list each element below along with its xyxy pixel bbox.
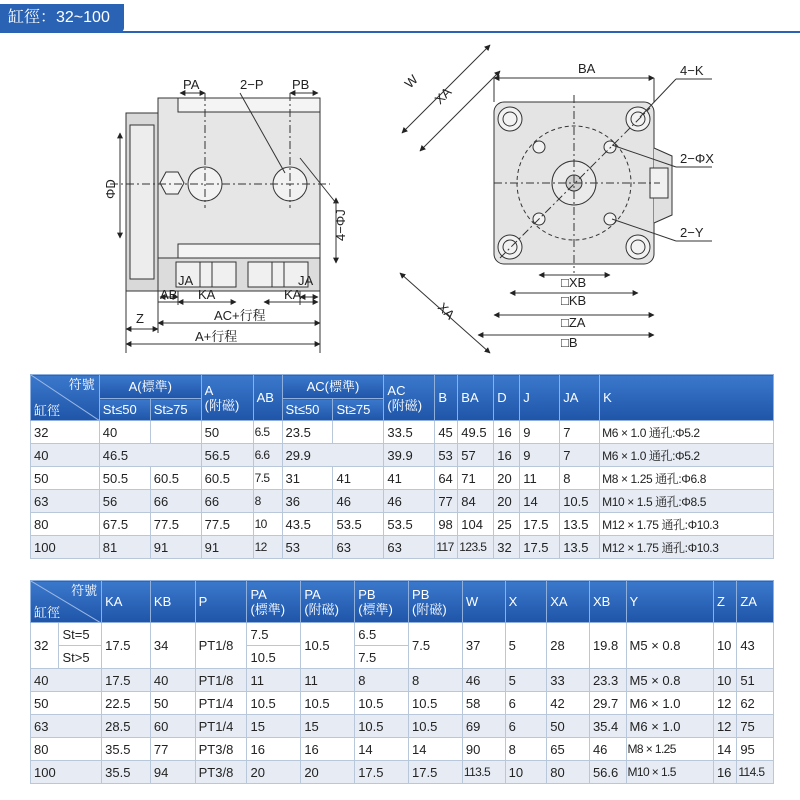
cell-ja: 10.5 (560, 490, 600, 513)
cell-za: 95 (737, 738, 774, 761)
label-pb: PB (292, 77, 310, 92)
cell-d: 20 (494, 467, 520, 490)
label-za: □ZA (561, 315, 586, 330)
cell-pb-mag: 10.5 (409, 715, 463, 738)
cell-ab: 7.5 (253, 467, 282, 490)
label-2-y: 2−Y (680, 225, 704, 240)
label-ja-right: JA (298, 273, 314, 288)
cell-ab: 6.6 (253, 444, 282, 467)
cell-kb: 77 (150, 738, 195, 761)
cell-a2: 66 (150, 490, 201, 513)
cell-d: 25 (494, 513, 520, 536)
cell-kb: 94 (150, 761, 195, 784)
cell-a1: 40 (99, 421, 150, 444)
cell-bore: 32 (31, 623, 59, 669)
cell-pa-std: 20 (247, 761, 301, 784)
cell-ba: 71 (458, 467, 494, 490)
cell-ja: 7 (560, 421, 600, 444)
cell-z: 12 (713, 692, 736, 715)
cell-j: 17.5 (520, 536, 560, 559)
cell-ac-mag: 33.5 (384, 421, 435, 444)
cell-ac-mag: 46 (384, 490, 435, 513)
cell-xa: 28 (547, 623, 590, 669)
cell-xa: 42 (547, 692, 590, 715)
cell-y: M10 × 1.5 (626, 761, 713, 784)
label-xa-top: XA (431, 84, 455, 108)
dimension-drawing (0, 33, 800, 373)
cell-xb: 46 (589, 738, 626, 761)
cell-w: 37 (462, 623, 505, 669)
cell-d: 20 (494, 490, 520, 513)
cell-pb-mag: 8 (409, 669, 463, 692)
cell-za: 51 (737, 669, 774, 692)
header-a-mag: A (附磁) (201, 375, 253, 421)
cell-ka: 35.5 (102, 738, 151, 761)
cell-k: M6 × 1.0 通孔:Φ5.2 (600, 444, 774, 467)
cell-w: 58 (462, 692, 505, 715)
cell-w: 90 (462, 738, 505, 761)
cell-j: 11 (520, 467, 560, 490)
table-row (31, 513, 774, 536)
header2-x: X (505, 581, 547, 623)
table-row (31, 761, 774, 784)
cell-ka: 28.5 (102, 715, 151, 738)
cell-ac2 (333, 421, 384, 444)
label-ka-right: KA (284, 287, 302, 302)
cell-ac2: 41 (333, 467, 384, 490)
cell-ka: 35.5 (102, 761, 151, 784)
header2-y: Y (626, 581, 713, 623)
cell-k: M12 × 1.75 通孔:Φ10.3 (600, 513, 774, 536)
header2-xa: XA (547, 581, 590, 623)
cell-p: PT1/4 (195, 692, 247, 715)
cell-pa-mag: 11 (301, 669, 355, 692)
cell-k: M12 × 1.75 通孔:Φ10.3 (600, 536, 774, 559)
table-row (31, 421, 774, 444)
header2-kb: KB (150, 581, 195, 623)
cell-z: 10 (713, 623, 736, 669)
cell-za: 114.5 (737, 761, 774, 784)
cell-ba: 84 (458, 490, 494, 513)
cell-xb: 29.7 (589, 692, 626, 715)
cell-y: M5 × 0.8 (626, 623, 713, 669)
header-symbol: 符號 (68, 377, 95, 392)
cell-xb: 23.3 (589, 669, 626, 692)
label-w: W (401, 71, 421, 92)
cell-b: 117 (435, 536, 458, 559)
header-d: D (494, 375, 520, 421)
cell-pa-mag: 15 (301, 715, 355, 738)
cell-ac-mag: 63 (384, 536, 435, 559)
cell-w: 46 (462, 669, 505, 692)
cell-ac1: 43.5 (282, 513, 333, 536)
cell-ac-mag: 41 (384, 467, 435, 490)
cell-a-mag: 66 (201, 490, 253, 513)
table-row (31, 623, 774, 646)
cell-ab: 6.5 (253, 421, 282, 444)
cell-stroke-1: St=5 (59, 623, 102, 646)
cell-pa-std: 10.5 (247, 692, 301, 715)
cell-ac1: 31 (282, 467, 333, 490)
cell-ka: 17.5 (102, 669, 151, 692)
cell-bore: 80 (31, 513, 100, 536)
label-2-phi-x: 2−ΦX (680, 151, 714, 166)
cell-a1: 81 (99, 536, 150, 559)
cell-ac1: 29.9 (282, 444, 384, 467)
cell-x: 6 (505, 715, 547, 738)
cell-bore: 100 (31, 761, 102, 784)
header-bore: 缸徑 (34, 403, 61, 418)
cell-za: 62 (737, 692, 774, 715)
table-row (31, 669, 774, 692)
cell-p: PT1/8 (195, 669, 247, 692)
cell-pb-std: 6.5 (355, 623, 409, 646)
cell-stroke-2: St>5 (59, 646, 102, 669)
cell-pb-mag: 7.5 (409, 623, 463, 669)
cell-w: 69 (462, 715, 505, 738)
header2-corner (31, 581, 102, 623)
label-b: □B (561, 335, 578, 350)
cell-pb-mag: 10.5 (409, 692, 463, 715)
cell-a2: 60.5 (150, 467, 201, 490)
cell-za: 43 (737, 623, 774, 669)
header-ba: BA (458, 375, 494, 421)
cell-a1: 46.5 (99, 444, 201, 467)
cell-pa-std: 15 (247, 715, 301, 738)
cell-kb: 40 (150, 669, 195, 692)
cell-pa-std: 11 (247, 669, 301, 692)
cell-pa-std: 10.5 (247, 646, 301, 669)
cell-xa: 50 (547, 715, 590, 738)
label-xa-bottom: XA (434, 299, 458, 323)
cell-b: 98 (435, 513, 458, 536)
cell-bore: 50 (31, 467, 100, 490)
label-z: Z (136, 311, 144, 326)
header-b: B (435, 375, 458, 421)
cell-bore: 40 (31, 444, 100, 467)
header-a: A(標準) (99, 375, 201, 399)
cell-k: M6 × 1.0 通孔:Φ5.2 (600, 421, 774, 444)
cell-x: 6 (505, 692, 547, 715)
cell-x: 5 (505, 669, 547, 692)
cell-pa-mag: 16 (301, 738, 355, 761)
cell-a2: 91 (150, 536, 201, 559)
header-ac-st-le: St≤50 (282, 399, 333, 421)
header-a-st-le: St≤50 (99, 399, 150, 421)
label-4-phi-j: 4−ΦJ (333, 209, 348, 241)
label-ka-left: KA (198, 287, 216, 302)
cell-pb-std: 7.5 (355, 646, 409, 669)
cell-ja: 13.5 (560, 536, 600, 559)
cell-bore: 40 (31, 669, 102, 692)
cell-ka: 22.5 (102, 692, 151, 715)
page-title: 缸徑：32~100 (0, 4, 124, 32)
header2-ka: KA (102, 581, 151, 623)
header2-pa-mag: PA (附磁) (301, 581, 355, 623)
label-2p: 2−P (240, 77, 264, 92)
cell-kb: 34 (150, 623, 195, 669)
cell-b: 53 (435, 444, 458, 467)
cell-j: 14 (520, 490, 560, 513)
header2-pa-std: PA (標準) (247, 581, 301, 623)
cell-ac2: 63 (333, 536, 384, 559)
spec-table-1 (30, 374, 774, 559)
cell-pa-mag: 20 (301, 761, 355, 784)
cell-ja: 13.5 (560, 513, 600, 536)
cell-bore: 63 (31, 490, 100, 513)
label-4-k: 4−K (680, 63, 704, 78)
header2-za: ZA (737, 581, 774, 623)
cell-xb: 56.6 (589, 761, 626, 784)
cell-xa: 65 (547, 738, 590, 761)
header2-bore: 缸徑 (34, 605, 61, 620)
cell-z: 14 (713, 738, 736, 761)
cell-pa-std: 16 (247, 738, 301, 761)
table-row (31, 444, 774, 467)
cell-pb-std: 10.5 (355, 715, 409, 738)
cell-bore: 32 (31, 421, 100, 444)
table-row (31, 490, 774, 513)
cell-pb-std: 17.5 (355, 761, 409, 784)
header2-xb: XB (589, 581, 626, 623)
cell-p: PT3/8 (195, 738, 247, 761)
cell-pb-std: 8 (355, 669, 409, 692)
cell-ja: 7 (560, 444, 600, 467)
cell-xa: 80 (547, 761, 590, 784)
cell-y: M6 × 1.0 (626, 692, 713, 715)
header2-z: Z (713, 581, 736, 623)
cell-a-mag: 56.5 (201, 444, 253, 467)
cell-p: PT1/8 (195, 623, 247, 669)
header-ac-mag: AC (附磁) (384, 375, 435, 421)
label-phi-d: ΦD (103, 179, 118, 199)
cell-j: 9 (520, 421, 560, 444)
cell-ab: 8 (253, 490, 282, 513)
cell-y: M6 × 1.0 (626, 715, 713, 738)
cell-za: 75 (737, 715, 774, 738)
header-k: K (600, 375, 774, 421)
cell-z: 12 (713, 715, 736, 738)
header-ja: JA (560, 375, 600, 421)
cell-xb: 35.4 (589, 715, 626, 738)
cell-y: M5 × 0.8 (626, 669, 713, 692)
label-ac-stroke: AC+行程 (214, 308, 266, 323)
label-pa: PA (183, 77, 200, 92)
header-ac-st-ge: St≥75 (333, 399, 384, 421)
cell-a2 (150, 421, 201, 444)
cell-ac2: 53.5 (333, 513, 384, 536)
cell-ab: 10 (253, 513, 282, 536)
cell-z: 10 (713, 669, 736, 692)
cell-p: PT1/4 (195, 715, 247, 738)
cell-d: 32 (494, 536, 520, 559)
spec-table-2 (30, 580, 774, 784)
cell-ka: 17.5 (102, 623, 151, 669)
cell-w: 113.5 (462, 761, 505, 784)
table-row (31, 715, 774, 738)
header2-pb-mag: PB (附磁) (409, 581, 463, 623)
cell-xa: 33 (547, 669, 590, 692)
cell-ba: 104 (458, 513, 494, 536)
label-xb: □XB (561, 275, 587, 290)
cell-a-mag: 91 (201, 536, 253, 559)
cell-pa-std: 7.5 (247, 623, 301, 646)
header2-pb-std: PB (標準) (355, 581, 409, 623)
cell-x: 8 (505, 738, 547, 761)
cell-j: 17.5 (520, 513, 560, 536)
cell-pb-std: 10.5 (355, 692, 409, 715)
cell-pb-mag: 17.5 (409, 761, 463, 784)
table-row (31, 738, 774, 761)
header2-w: W (462, 581, 505, 623)
label-kb: □KB (561, 293, 587, 308)
cell-d: 16 (494, 444, 520, 467)
header2-symbol: 符號 (71, 583, 98, 598)
cell-a2: 77.5 (150, 513, 201, 536)
cell-a1: 50.5 (99, 467, 150, 490)
cell-pa-mag: 10.5 (301, 623, 355, 669)
table-row (31, 536, 774, 559)
cell-x: 10 (505, 761, 547, 784)
cell-ja: 8 (560, 467, 600, 490)
cell-a-mag: 77.5 (201, 513, 253, 536)
cell-p: PT3/8 (195, 761, 247, 784)
cell-b: 77 (435, 490, 458, 513)
label-ba: BA (578, 61, 596, 76)
cell-bore: 50 (31, 692, 102, 715)
label-ja-left: JA (178, 273, 194, 288)
cell-z: 16 (713, 761, 736, 784)
cell-d: 16 (494, 421, 520, 444)
header-ab: AB (253, 375, 282, 421)
cell-ac2: 46 (333, 490, 384, 513)
cell-a1: 67.5 (99, 513, 150, 536)
cell-ba: 49.5 (458, 421, 494, 444)
cell-ac1: 36 (282, 490, 333, 513)
cell-bore: 80 (31, 738, 102, 761)
cell-k: M10 × 1.5 通孔:Φ8.5 (600, 490, 774, 513)
header-ac: AC(標準) (282, 375, 384, 399)
cell-bore: 100 (31, 536, 100, 559)
table-row (31, 467, 774, 490)
cell-a-mag: 60.5 (201, 467, 253, 490)
header-j: J (520, 375, 560, 421)
cell-pb-std: 14 (355, 738, 409, 761)
cell-xb: 19.8 (589, 623, 626, 669)
cell-ac-mag: 53.5 (384, 513, 435, 536)
cell-bore: 63 (31, 715, 102, 738)
header2-p: P (195, 581, 247, 623)
cell-j: 9 (520, 444, 560, 467)
cell-y: M8 × 1.25 (626, 738, 713, 761)
header-corner (31, 375, 100, 421)
label-a-stroke: A+行程 (195, 329, 238, 344)
cell-a1: 56 (99, 490, 150, 513)
cell-kb: 50 (150, 692, 195, 715)
header-a-st-ge: St≥75 (150, 399, 201, 421)
cell-k: M8 × 1.25 通孔:Φ6.8 (600, 467, 774, 490)
cell-a-mag: 50 (201, 421, 253, 444)
cell-ac-mag: 39.9 (384, 444, 435, 467)
label-ab: AB (160, 287, 178, 302)
cell-ab: 12 (253, 536, 282, 559)
cell-pa-mag: 10.5 (301, 692, 355, 715)
cell-b: 64 (435, 467, 458, 490)
cell-pb-mag: 14 (409, 738, 463, 761)
cell-x: 5 (505, 623, 547, 669)
table-row (31, 692, 774, 715)
cell-b: 45 (435, 421, 458, 444)
cell-ba: 123.5 (458, 536, 494, 559)
cell-kb: 60 (150, 715, 195, 738)
cell-ac1: 53 (282, 536, 333, 559)
cell-ba: 57 (458, 444, 494, 467)
cell-ac1: 23.5 (282, 421, 333, 444)
